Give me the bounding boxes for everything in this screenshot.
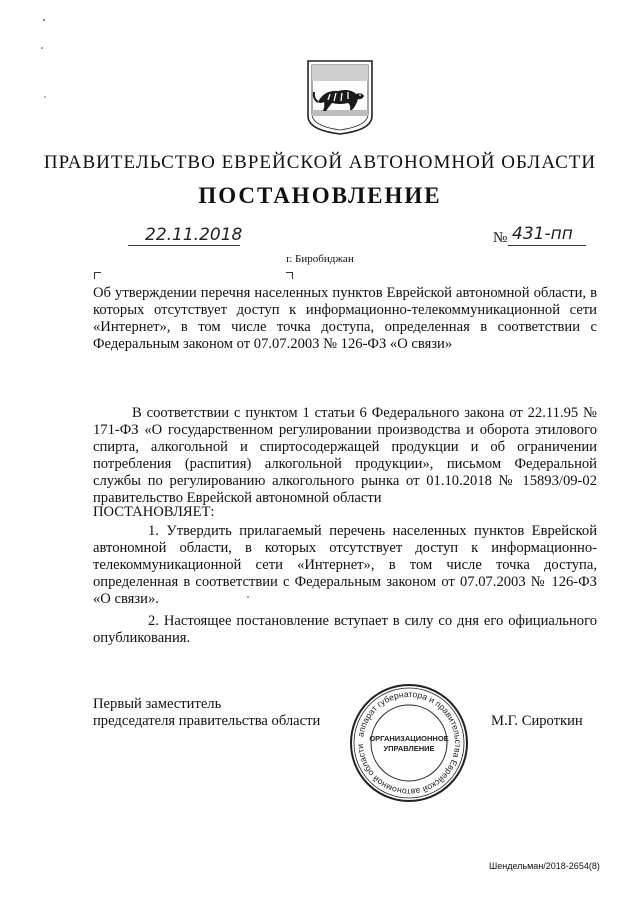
city: г. Биробиджан (286, 253, 354, 265)
government-title: ПРАВИТЕЛЬСТВО ЕВРЕЙСКОЙ АВТОНОМНОЙ ОБЛАСТИ (43, 152, 597, 173)
decree-item-2: 2. Настоящее постановление вступает в силу со дня его официального опубликования. (93, 613, 597, 646)
number-label: № (493, 230, 508, 246)
preamble-paragraph: В соответствии с пунктом 1 статьи 6 Федерального закона от 22.11.95 № 171-ФЗ «О государственном регулировании производства и оборота этилового спирта, алкогольной и спиртосодержащей продукции и об ограничении потребления (распития) алкогольной продукции», письмом Федеральной службы по регулированию алкогольного рынка от 01.10.2018 № 15893/09-02 правительство Еврейской автономной области (93, 405, 597, 506)
signer-position-line2: председателя правительства области (93, 713, 321, 729)
document-type: ПОСТАНОВЛЕНИЕ (198, 183, 442, 208)
footer-note: Шендельман/2018-2654(8) (489, 861, 600, 871)
document-date: 22.11.2018 (145, 225, 243, 245)
seal-ring-text: аппарат губернатора и правительства Еврейской автономной области (354, 688, 464, 798)
decree-item-1: 1. Утвердить прилагаемый перечень населенных пунктов Еврейской автономной области, в которых отсутствует доступ к информационно-телекоммуникационной сети «Интернет», в том числе точка доступа, определенная в соответствии с Федеральным законом от 07.07.2003 № 126-ФЗ «О связи». (93, 523, 597, 607)
document-subject: Об утверждении перечня населенных пунктов Еврейской автономной области, в которых отсутствует доступ к информационно-телекоммуникационной сети «Интернет», в том числе точка доступа, определенная в соответствии с Федеральным законом от 07.07.2003 № 126-ФЗ «О связи» (93, 285, 597, 352)
signer-position-line1: Первый заместитель (93, 696, 222, 712)
decree-word: ПОСТАНОВЛЯЕТ: (93, 504, 215, 520)
seal-center-line1: ОРГАНИЗАЦИОННОЕ (369, 734, 449, 743)
seal-center-line2: УПРАВЛЕНИЕ (383, 744, 435, 753)
signer-name: М.Г. Сироткин (491, 713, 583, 729)
document-number: 431-пп (512, 224, 573, 244)
